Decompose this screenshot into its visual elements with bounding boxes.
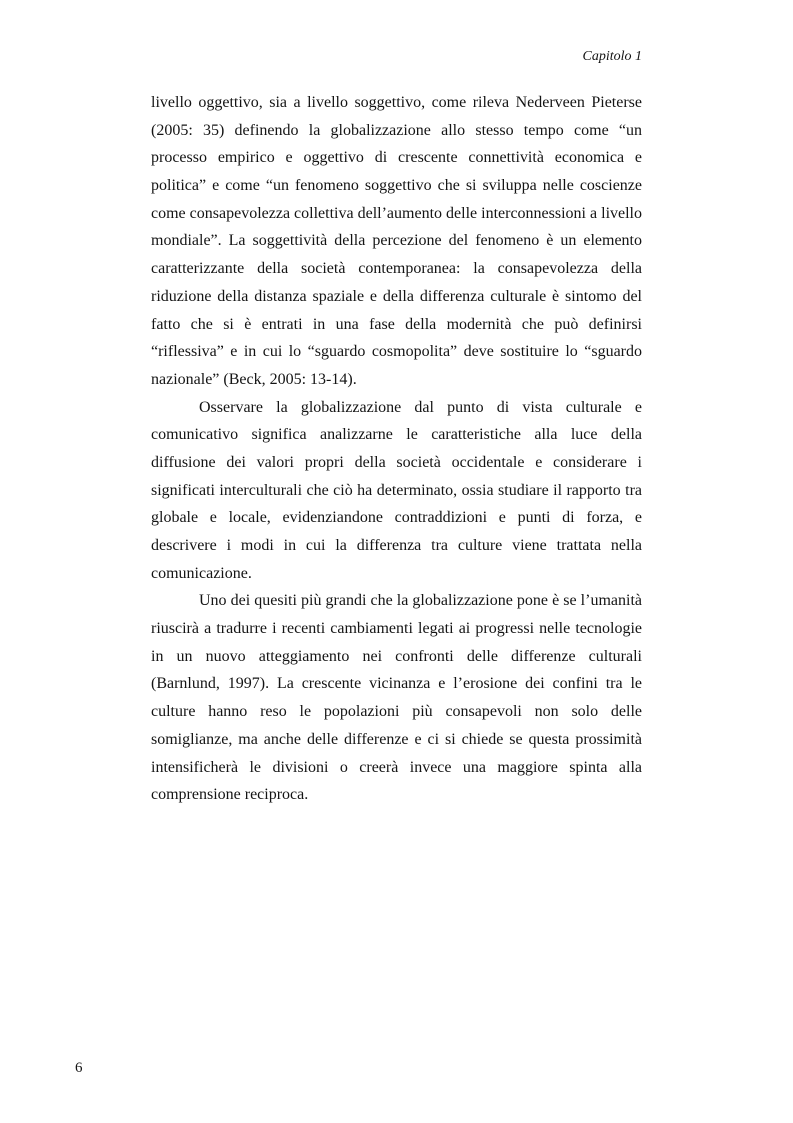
paragraph xyxy=(151,394,642,588)
text-line: significati interculturali che ciò ha determinato, ossia studiare il rapporto tra xyxy=(151,481,642,499)
text-line: nazionale” (Beck, 2005: 13-14). xyxy=(151,370,357,388)
text-line: mondiale”. La soggettività della percezione del fenomeno è un elemento xyxy=(151,232,642,250)
text-line: Osservare la globalizzazione dal punto di vista culturale e xyxy=(199,398,642,416)
text-line: fatto che si è entrati in una fase della modernità che può definirsi xyxy=(151,315,642,333)
text-line: caratterizzante della società contemporanea: la consapevolezza della xyxy=(151,260,642,278)
text-line: globale e locale, evidenziandone contraddizioni e punti di forza, e xyxy=(151,509,642,527)
text-line: intensificherà le divisioni o creerà invece una maggiore spinta alla xyxy=(151,758,642,776)
text-line: politica” e come “un fenomeno soggettivo che si sviluppa nelle coscienze xyxy=(151,177,642,195)
text-line: comprensione reciproca. xyxy=(151,786,309,804)
text-line: processo empirico e oggettivo di crescente connettività economica e xyxy=(151,149,642,167)
text-line: in un nuovo atteggiamento nei confronti delle differenze culturali xyxy=(151,647,642,665)
text-line: riuscirà a tradurre i recenti cambiamenti legati ai progressi nelle tecnologie xyxy=(151,620,642,638)
text-line: livello oggettivo, sia a livello soggettivo, come rileva Nederveen Pieterse xyxy=(151,94,642,111)
text-line: comunicazione. xyxy=(151,564,252,582)
text-line: culture hanno reso le popolazioni più consapevoli non solo delle xyxy=(151,703,642,721)
text-line: riduzione della distanza spaziale e della differenza culturale è sintomo del xyxy=(151,287,642,305)
text-line: (Barnlund, 1997). La crescente vicinanza e l’erosione dei confini tra le xyxy=(151,675,642,693)
page-number: 6 xyxy=(75,1060,83,1076)
page-body xyxy=(151,89,642,809)
paragraph xyxy=(151,89,642,394)
paragraph xyxy=(151,587,642,809)
text-line: (2005: 35) definendo la globalizzazione allo stesso tempo come “un xyxy=(151,121,642,139)
text-line: “riflessiva” e in cui lo “sguardo cosmopolita” deve sostituire lo “sguardo xyxy=(151,343,642,361)
text-line: Uno dei quesiti più grandi che la globalizzazione pone è se l’umanità xyxy=(199,592,642,610)
text-line: comunicativo significa analizzarne le caratteristiche alla luce della xyxy=(151,426,642,444)
text-line: diffusione dei valori propri della società occidentale e considerare i xyxy=(151,453,642,471)
text-line: come consapevolezza collettiva dell’aumento delle interconnessioni a livello xyxy=(151,204,642,222)
text-line: descrivere i modi in cui la differenza tra culture viene trattata nella xyxy=(151,537,642,554)
text-line: somiglianze, ma anche delle differenze e ci si chiede se questa prossimità xyxy=(151,730,642,748)
running-header: Capitolo 1 xyxy=(582,49,642,64)
